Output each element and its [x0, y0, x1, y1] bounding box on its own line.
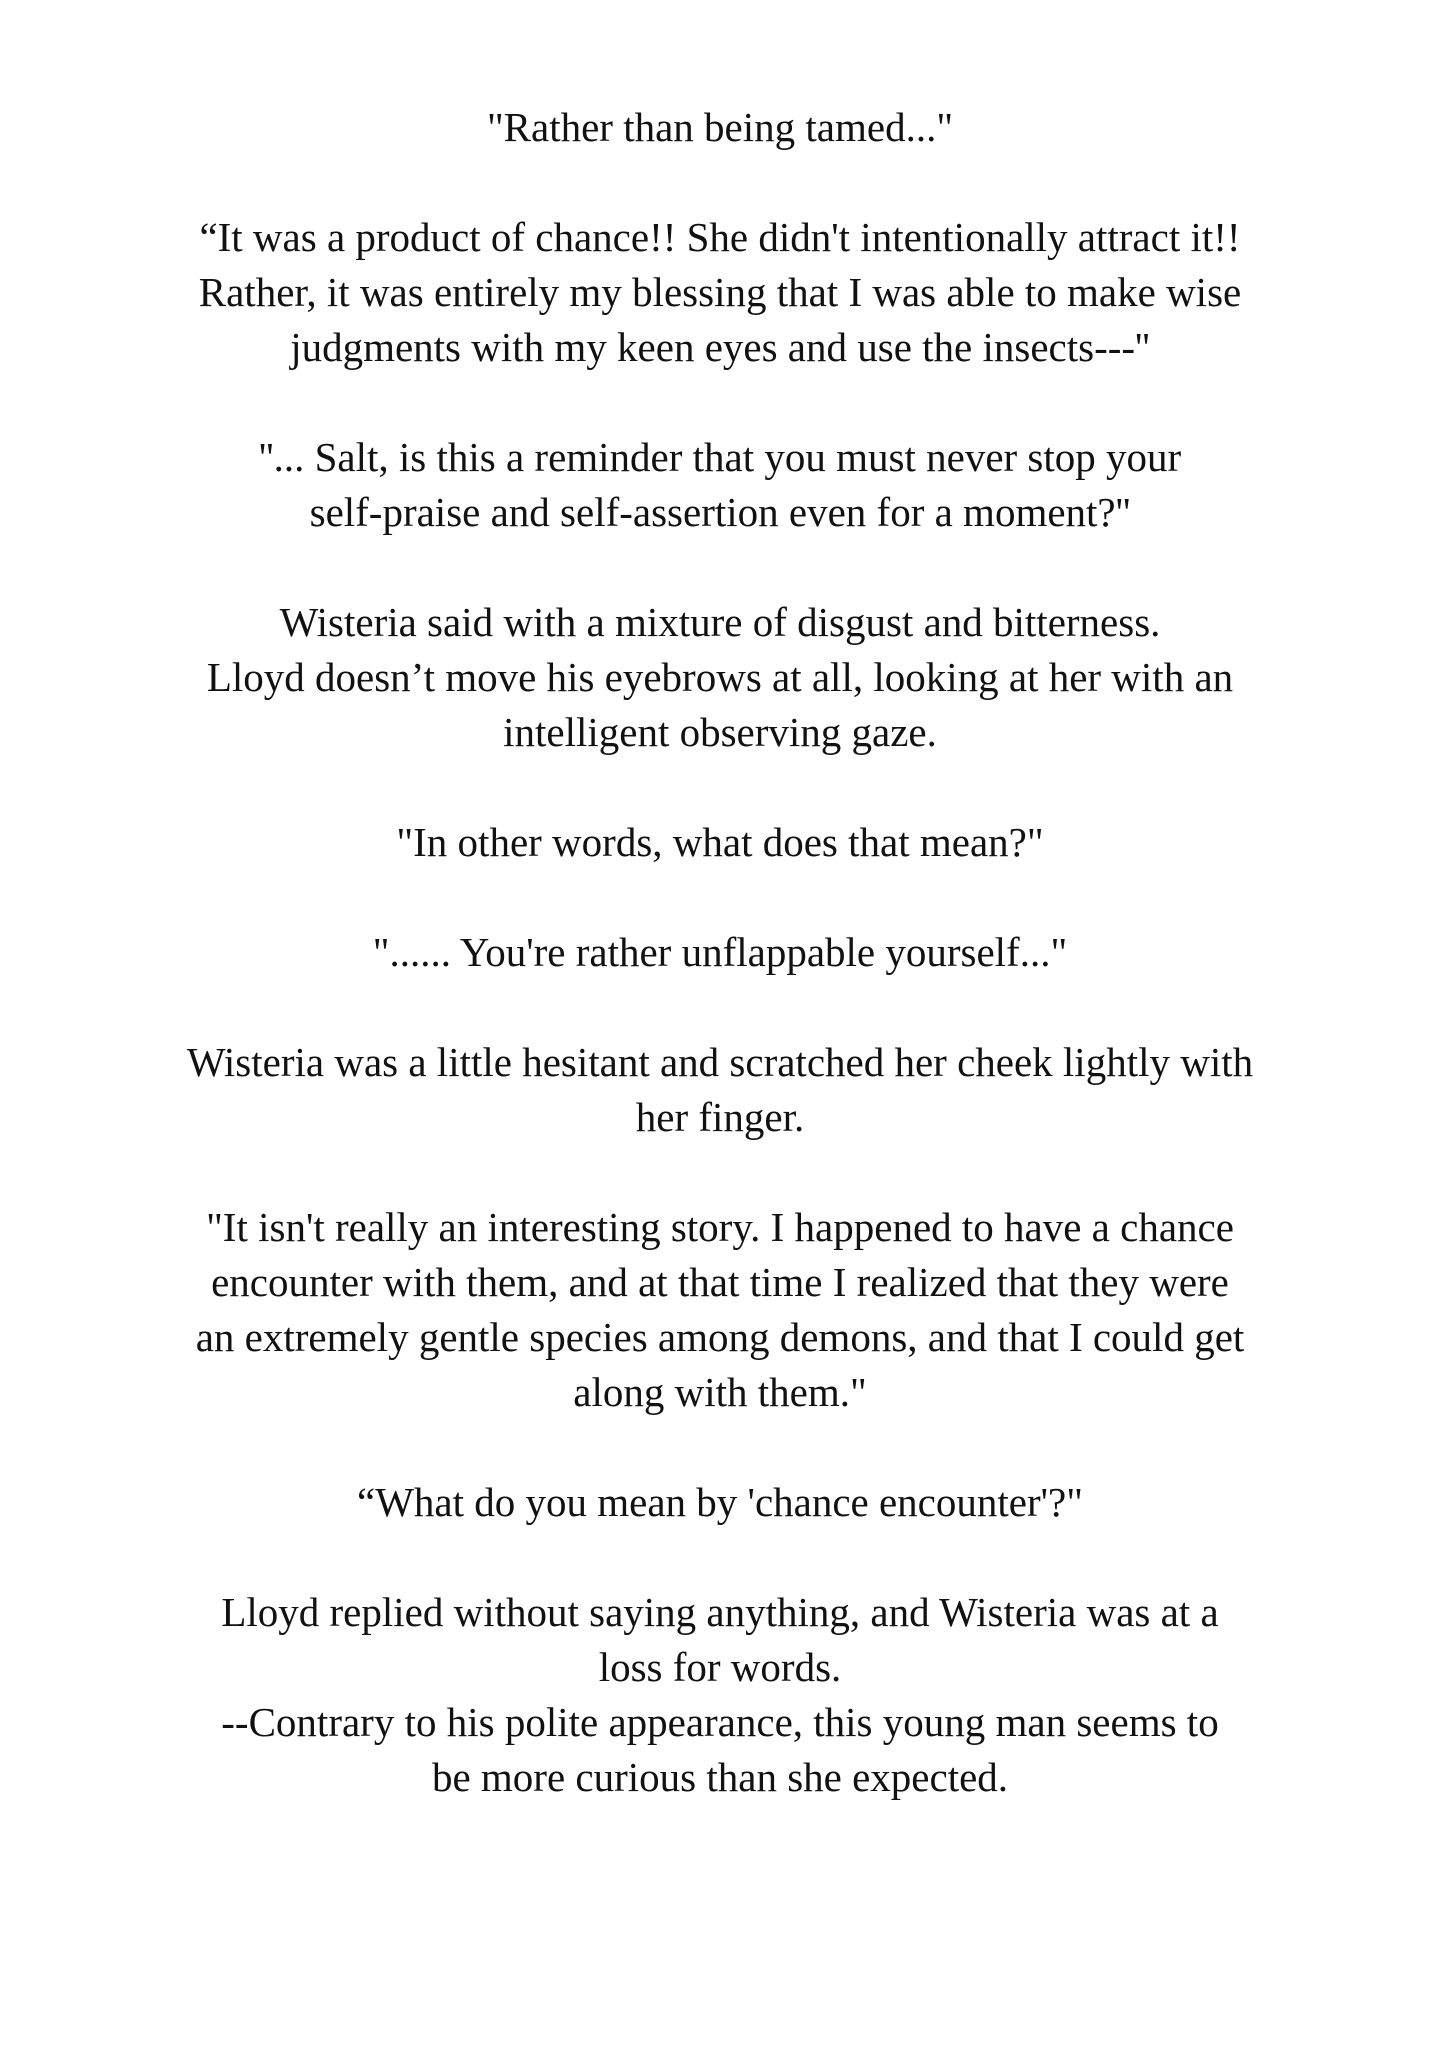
text-line: --Contrary to his polite appearance, this young man seems to — [221, 1699, 1219, 1745]
paragraph-3 — [40, 430, 1400, 540]
text-line: encounter with them, and at that time I realized that they were — [211, 1259, 1229, 1305]
story-text — [40, 100, 1400, 1860]
text-line: along with them." — [573, 1369, 867, 1415]
text-line: self-praise and self-assertion even for a moment?'' — [309, 489, 1131, 535]
paragraph-1 — [40, 100, 1400, 155]
paragraph-4 — [40, 595, 1400, 760]
text-line: "It isn't really an interesting story. I happened to have a chance — [206, 1204, 1234, 1250]
text-line: “It was a product of chance!! She didn't intentionally attract it!! — [199, 214, 1241, 260]
text-line: be more curious than she expected. — [431, 1754, 1009, 1800]
paragraph-5 — [40, 815, 1400, 870]
text-line: Lloyd doesn’t move his eyebrows at all, looking at her with an — [206, 654, 1234, 700]
paragraph-8 — [40, 1200, 1400, 1420]
paragraph-9 — [40, 1475, 1400, 1530]
text-line: Wisteria was a little hesitant and scratched her cheek lightly with — [186, 1039, 1254, 1085]
text-line: ''... Salt, is this a reminder that you must never stop your — [258, 434, 1182, 480]
text-line: Lloyd replied without saying anything, and Wisteria was at a — [221, 1589, 1219, 1635]
paragraph-6 — [40, 925, 1400, 980]
text-line: “What do you mean by 'chance encounter'?" — [357, 1479, 1083, 1525]
text-line: her finger. — [635, 1094, 805, 1140]
paragraph-10 — [40, 1585, 1400, 1805]
text-line: Wisteria said with a mixture of disgust and bitterness. — [279, 599, 1161, 645]
paragraph-7 — [40, 1035, 1400, 1145]
text-line: Rather, it was entirely my blessing that I was able to make wise — [198, 269, 1242, 315]
text-line: "Rather than being tamed..." — [486, 104, 954, 150]
text-line: intelligent observing gaze. — [503, 709, 937, 755]
paragraph-2 — [40, 210, 1400, 375]
text-line: an extremely gentle species among demons, and that I could get — [195, 1314, 1245, 1360]
text-line: loss for words. — [598, 1644, 842, 1690]
text-line: "In other words, what does that mean?" — [396, 819, 1044, 865]
text-line: judgments with my keen eyes and use the insects---'' — [290, 324, 1150, 370]
text-line: "...... You're rather unflappable yourself..." — [372, 929, 1068, 975]
